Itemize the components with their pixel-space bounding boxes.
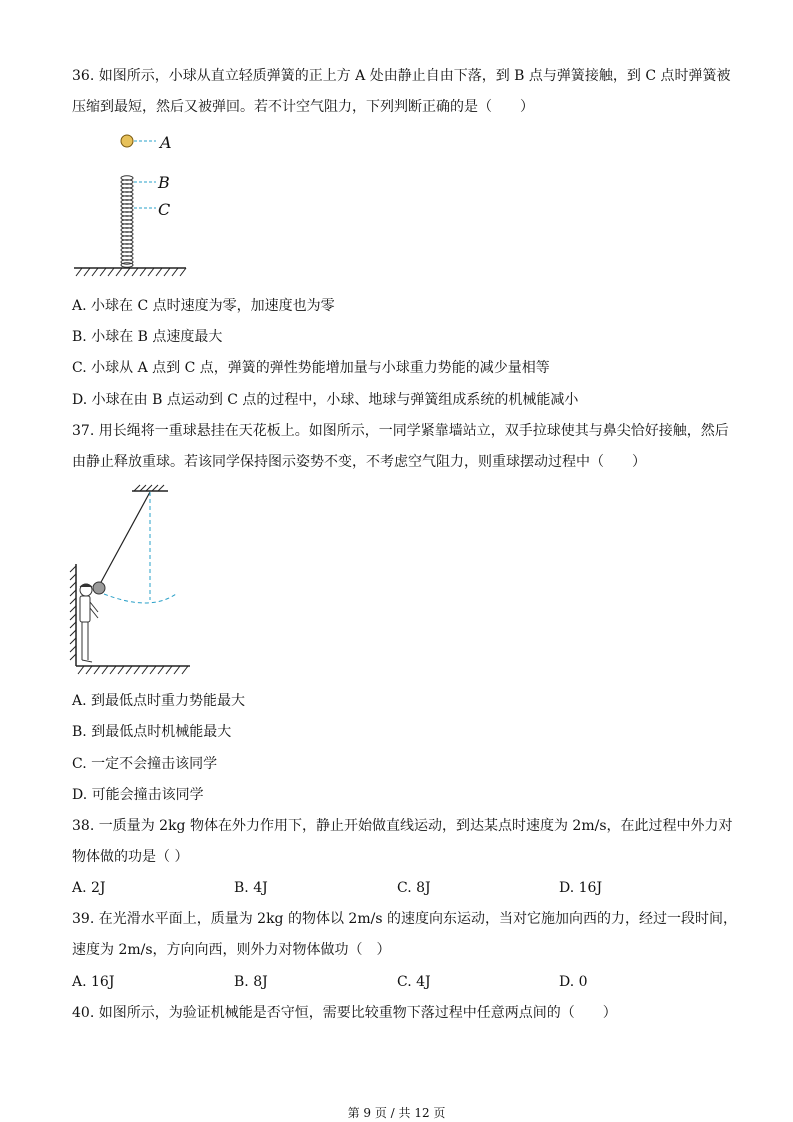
label-b: B (158, 173, 170, 192)
q37-option-c: C. 一定不会撞击该同学 (72, 756, 218, 772)
floor-hatch (78, 666, 188, 674)
swing-arc (104, 594, 176, 603)
q36-stem-line1: 36. 如图所示，小球从直立轻质弹簧的正上方 A 处由静止自由下落，到 B 点与弹簧接触，到 C 点时弹簧被 (72, 68, 731, 84)
q39-option-b: B. 8J (234, 974, 268, 990)
label-c: C (158, 200, 171, 219)
q39-option-c: C. 4J (397, 974, 431, 990)
student-figure (80, 584, 98, 662)
label-a: A (160, 133, 172, 152)
q38-option-a: A. 2J (72, 880, 106, 896)
q36-option-d: D. 小球在由 B 点运动到 C 点的过程中，小球、地球与弹簧组成系统的机械能减小 (72, 392, 579, 408)
q38-stem-line1: 38. 一质量为 2kg 物体在外力作用下，静止开始做直线运动，到达某点时速度为 2m/s，在此过程中外力对 (72, 818, 733, 834)
q36-option-a: A. 小球在 C 点时速度为零，加速度也为零 (72, 298, 335, 314)
q39-option-a: A. 16J (72, 974, 115, 990)
ball (121, 135, 133, 147)
q39-stem-line1: 39. 在光滑水平面上，质量为 2kg 的物体以 2m/s 的速度向东运动，当对它施加向西的力，经过一段时间， (72, 911, 737, 927)
q38-stem-line2: 物体做的功是（ ） (72, 849, 189, 865)
q36-stem-line2: 压缩到最短，然后又被弹回。若不计空气阻力，下列判断正确的是（ ） (72, 99, 534, 115)
wall-hatch (70, 566, 76, 660)
spring (121, 176, 133, 267)
q37-stem-line1: 37. 用长绳将一重球悬挂在天花板上。如图所示，一同学紧靠墙站立，双手拉球使其与鼻尖恰好接触，然后 (72, 423, 729, 439)
q39-option-d: D. 0 (559, 974, 588, 990)
rope (100, 492, 150, 584)
q36-option-c: C. 小球从 A 点到 C 点，弹簧的弹性势能增加量与小球重力势能的减少量相等 (72, 360, 550, 376)
q38-option-d: D. 16J (559, 880, 603, 896)
q36-option-b: B. 小球在 B 点速度最大 (72, 329, 223, 345)
page-footer: 第 9 页 / 共 12 页 (347, 1106, 446, 1120)
q40-stem-line1: 40. 如图所示，为验证机械能是否守恒，需要比较重物下落过程中任意两点间的（ ） (72, 1005, 617, 1021)
ceiling-hatch (134, 485, 164, 491)
q38-option-b: B. 4J (234, 880, 268, 896)
spring-figure (70, 128, 200, 280)
ground-hatch (76, 268, 186, 276)
q37-option-d: D. 可能会撞击该同学 (72, 787, 204, 803)
q38-option-c: C. 8J (397, 880, 431, 896)
q37-stem-line2: 由静止释放重球。若该同学保持图示姿势不变，不考虑空气阻力，则重球摆动过程中（ ） (72, 454, 646, 470)
heavy-ball (93, 582, 105, 594)
q37-option-a: A. 到最低点时重力势能最大 (72, 693, 246, 709)
q39-stem-line2: 速度为 2m/s，方向向西，则外力对物体做功（ ） (72, 942, 391, 958)
q37-option-b: B. 到最低点时机械能最大 (72, 724, 232, 740)
pendulum-figure (68, 484, 198, 678)
